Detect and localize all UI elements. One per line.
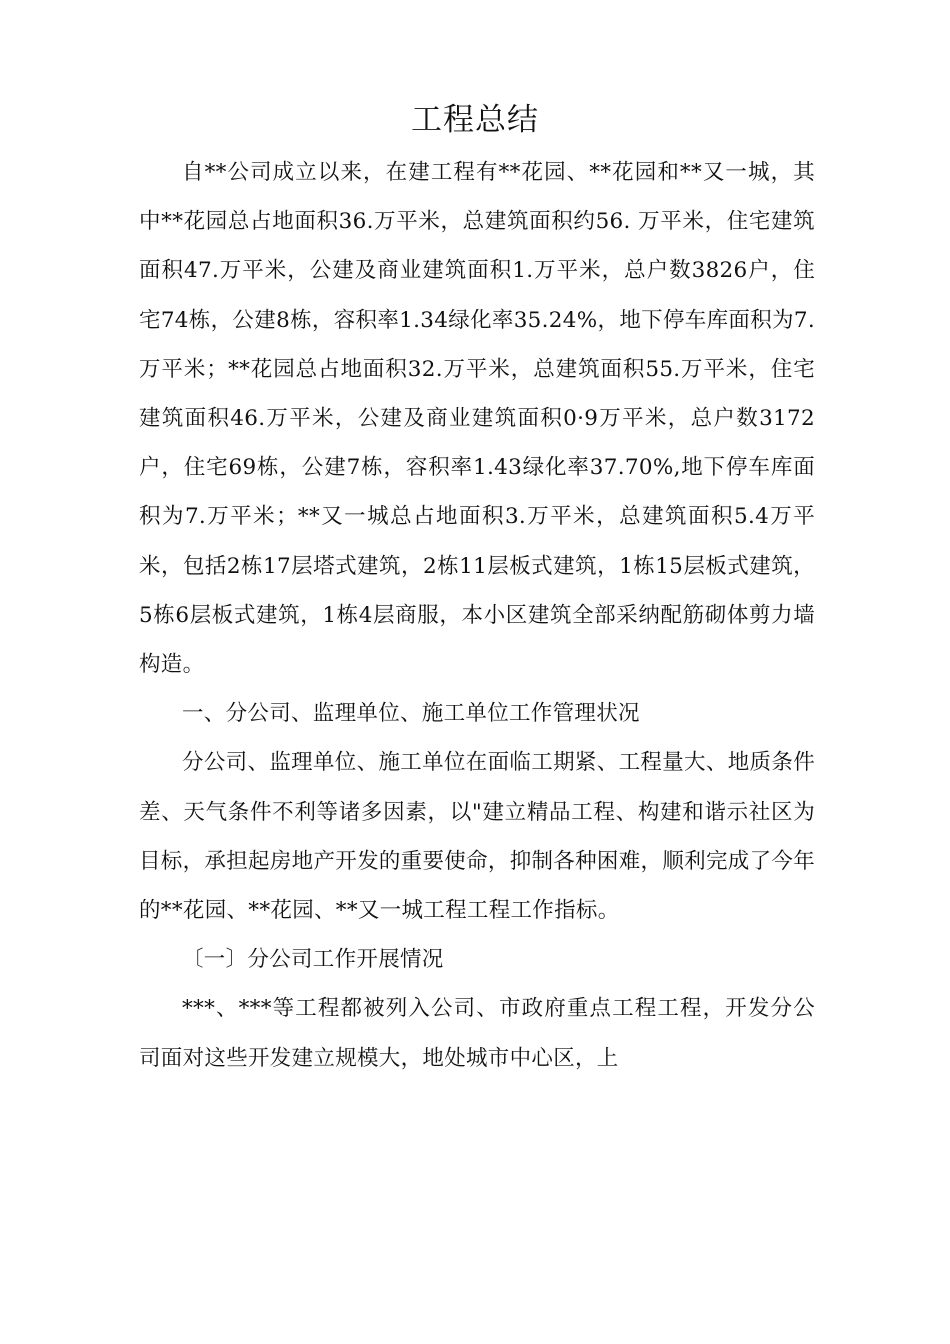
paragraph-management-summary: 分公司、监理单位、施工单位在面临工期紧、工程量大、地质条件差、天气条件不利等诸多因素，以"建立精品工程、构建和谐示社区为目标，承担起房地产开发的重要使命，抑制各种困难，顺利完成了今年的**花园、**花园、**又一城工程工程工作指标。 bbox=[139, 750, 815, 924]
paragraph-branch-work: ***、***等工程都被列入公司、市政府重点工程工程，开发分公司面对这些开发建立规模大，地处城市中心区，上 bbox=[139, 996, 815, 1071]
document-title: 工程总结 bbox=[411, 102, 539, 138]
document-body bbox=[139, 148, 815, 1083]
paragraph-project-overview: 自**公司成立以来，在建工程有**花园、**花园和**又一城，其中**花园总占地面积36.万平米，总建筑面积约56. 万平米，住宅建筑面积47.万平米，公建及商业建筑面积1.万平米，总户数3826户，住宅74栋，公建8栋，容积率1.34绿化率35.24%，地下停车库面积为7.万平米；**花园总占地面积32.万平米，总建筑面积55.万平米，住宅建筑面积46.万平米，公建及商业建筑面积0·9万平米，总户数3172户，住宅69栋，公建7栋，容积率1.43绿化率37.70%,地下停车库面积为7.万平米；**又一城总占地面积3.万平米，总建筑面积5.4万平米，包括2栋17层塔式建筑，2栋11层板式建筑，1栋15层板式建筑，5栋6层板式建筑，1栋4层商服，本小区建筑全部采纳配筋砌体剪力墙构造。 bbox=[139, 160, 815, 678]
section-heading-management: 一、分公司、监理单位、施工单位工作管理状况 bbox=[182, 701, 640, 727]
subsection-heading-branch-work: 〔一〕分公司工作开展情况 bbox=[182, 947, 444, 973]
